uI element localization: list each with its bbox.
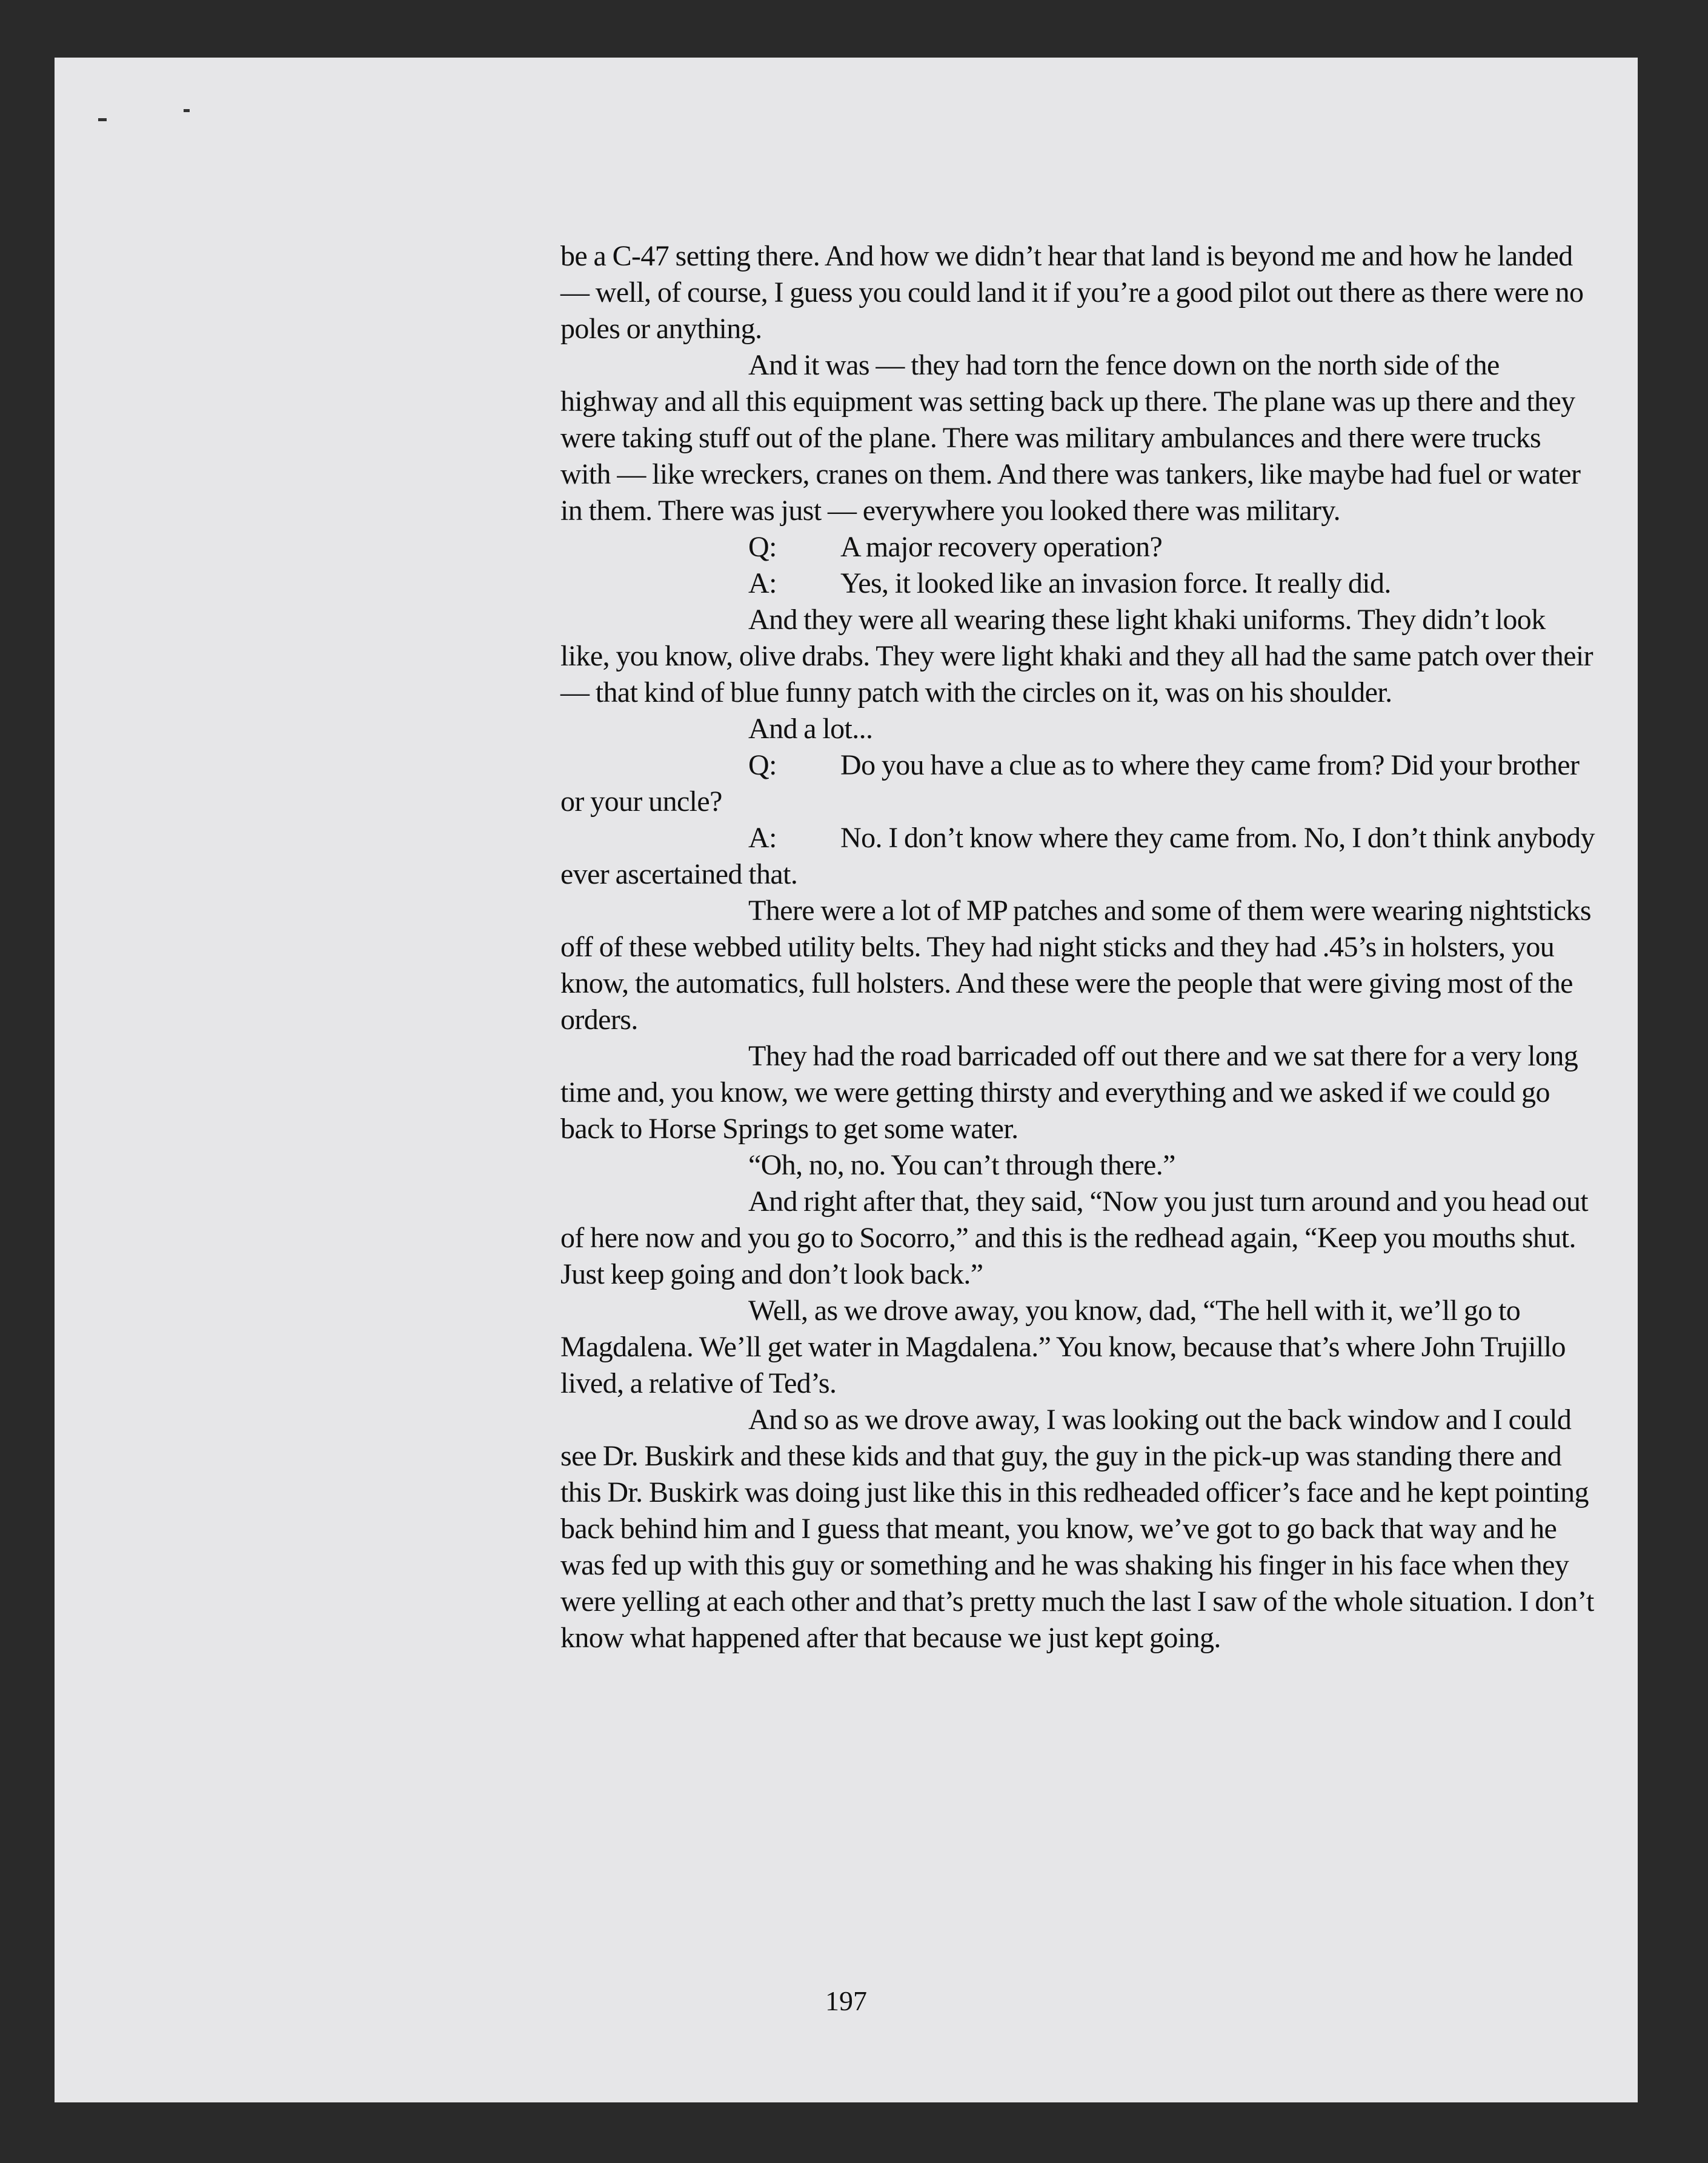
qa-text: A major recovery operation?: [840, 531, 1163, 563]
transcript-body: [560, 238, 1597, 1656]
qa-line: [560, 820, 1597, 893]
scan-speck: [184, 109, 190, 112]
qa-text: Do you have a clue as to where they came from? Did your brother or your uncle?: [560, 749, 1580, 818]
paragraph: Well, as we drove away, you know, dad, “The hell with it, we’ll go to Magdalena. We’ll get water in Magdalena.” You know, because that’s where John Trujillo lived, a relative of Ted’s.: [560, 1295, 1566, 1399]
scan-speck: [98, 118, 107, 121]
speaker-label: Q:: [748, 531, 777, 563]
qa-line: [560, 747, 1597, 820]
speaker-label: Q:: [748, 749, 777, 781]
paragraph: And it was — they had torn the fence down on the north side of the highway and all this equipment was setting back up there. The plane was up there and they were taking stuff out of the plane. There was military ambulances and there were trucks with — like wreckers, cranes on them. And there was tankers, like maybe had fuel or water in them. There was just — everywhere you looked there was military.: [560, 349, 1581, 527]
speaker-label: A:: [748, 822, 777, 854]
qa-line: [560, 565, 1597, 602]
qa-text: Yes, it looked like an invasion force. It really did.: [840, 567, 1391, 599]
paragraph: There were a lot of MP patches and some of them were wearing nightsticks off of these webbed utility belts. They had night sticks and they had .45’s in holsters, you know, the automatics, full holsters. And these were the people that were giving most of the orders.: [560, 895, 1591, 1036]
qa-text: No. I don’t know where they came from. No, I don’t think anybody ever ascertained that.: [560, 822, 1595, 890]
paragraph: “Oh, no, no. You can’t through there.”: [748, 1149, 1175, 1181]
paragraph: They had the road barricaded off out there and we sat there for a very long time and, you know, we were getting thirsty and everything and we asked if we could go back to Horse Springs to get some water.: [560, 1040, 1578, 1145]
paragraph: And they were all wearing these light khaki uniforms. They didn’t look like, you know, olive drabs. They were light khaki and they all had the same patch over their — that kind of blue funny patch with the circles on it, was on his shoulder.: [560, 604, 1593, 708]
page-number: 197: [825, 1985, 867, 2016]
paragraph: And so as we drove away, I was looking out the back window and I could see Dr. Buskirk and these kids and that guy, the guy in the pick-up was standing there and this Dr. Buskirk was doing just like this in this redheaded officer’s face and he kept pointing back behind him and I guess that meant, you know, we’ve got to go back that way and he was fed up with this guy or something and he was shaking his finger in his face when they were yelling at each other and that’s pretty much the last I saw of the whole situation. I don’t know what happened after that because we just kept going.: [560, 1404, 1594, 1654]
qa-line: [560, 529, 1597, 565]
speaker-label: A:: [748, 567, 777, 599]
paragraph: And right after that, they said, “Now you just turn around and you head out of here now and you go to Socorro,” and this is the redhead again, “Keep you mouths shut. Just keep going and don’t look back.”: [560, 1185, 1589, 1290]
paragraph: be a C-47 setting there. And how we didn’t hear that land is beyond me and how he landed — well, of course, I guess you could land it if you’re a good pilot out there as there were no poles or anything.: [560, 240, 1584, 345]
document-page: [55, 58, 1638, 2102]
paragraph: And a lot...: [748, 713, 873, 745]
